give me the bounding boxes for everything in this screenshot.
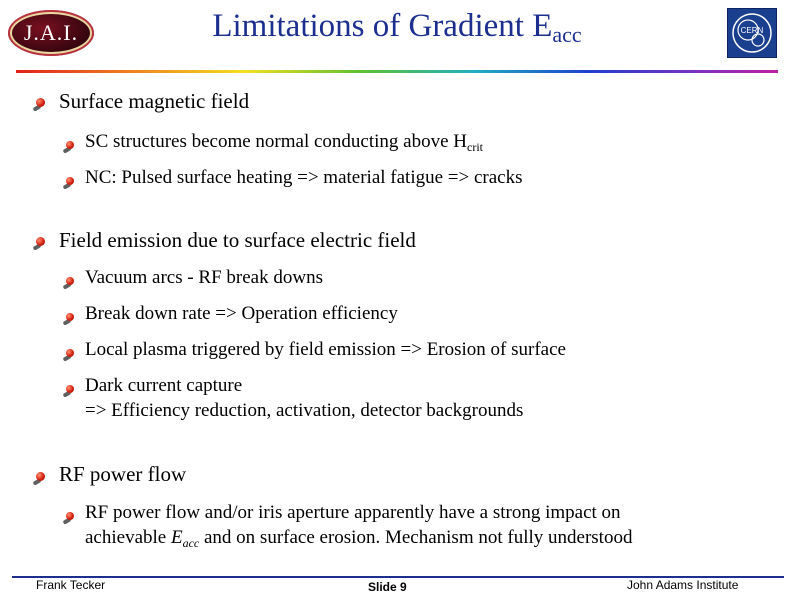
- sub-bullet-icon: [66, 313, 74, 321]
- footer-author: Frank Tecker: [36, 578, 106, 592]
- cern-logo-text: CERN: [740, 26, 764, 35]
- sub-bullet-icon: [66, 385, 74, 393]
- slide-number: Slide 9: [368, 580, 407, 594]
- list-item: Local plasma triggered by field emission => Erosion of surface: [85, 339, 566, 360]
- section-heading: Surface magnetic field: [59, 89, 250, 113]
- sub-bullet-icon: [66, 512, 74, 520]
- list-item: SC structures become normal conducting above $H_{crit}$: [85, 131, 484, 154]
- title-divider: [16, 70, 778, 73]
- section-heading: RF power flow: [59, 462, 187, 486]
- sub-bullet-icon: [66, 177, 74, 185]
- list-item: Dark current capture => Efficiency reduction, activation, detector backgrounds: [85, 375, 524, 421]
- list-item: NC: Pulsed surface heating => material fatigue => cracks: [85, 167, 523, 188]
- cern-logo-icon: [728, 9, 776, 57]
- list-item: Vacuum arcs - RF break downs: [85, 267, 323, 288]
- sub-bullet-icon: [66, 349, 74, 357]
- footer-institute: John Adams Institute: [627, 578, 739, 592]
- slide-title: [0, 8, 794, 48]
- title-main: Limitations of Gradient E: [212, 8, 553, 44]
- list-item: Break down rate => Operation efficiency: [85, 303, 398, 324]
- list-item: RF power flow and/or iris aperture apparently have a strong impact on achievable $E_{acc}$ and on surface erosion. Mechanism not fully understood: [85, 502, 633, 550]
- sub-bullet-icon: [66, 277, 74, 285]
- bullet-icon: [36, 237, 45, 246]
- cern-logo: [727, 8, 777, 58]
- section-heading: Field emission due to surface electric field: [59, 228, 416, 252]
- sub-bullet-icon: [66, 141, 74, 149]
- jai-logo-text: J.A.I.: [23, 20, 79, 45]
- bullet-icon: [36, 472, 45, 481]
- title-subscript: acc: [552, 22, 582, 47]
- bullet-icon: [36, 98, 45, 107]
